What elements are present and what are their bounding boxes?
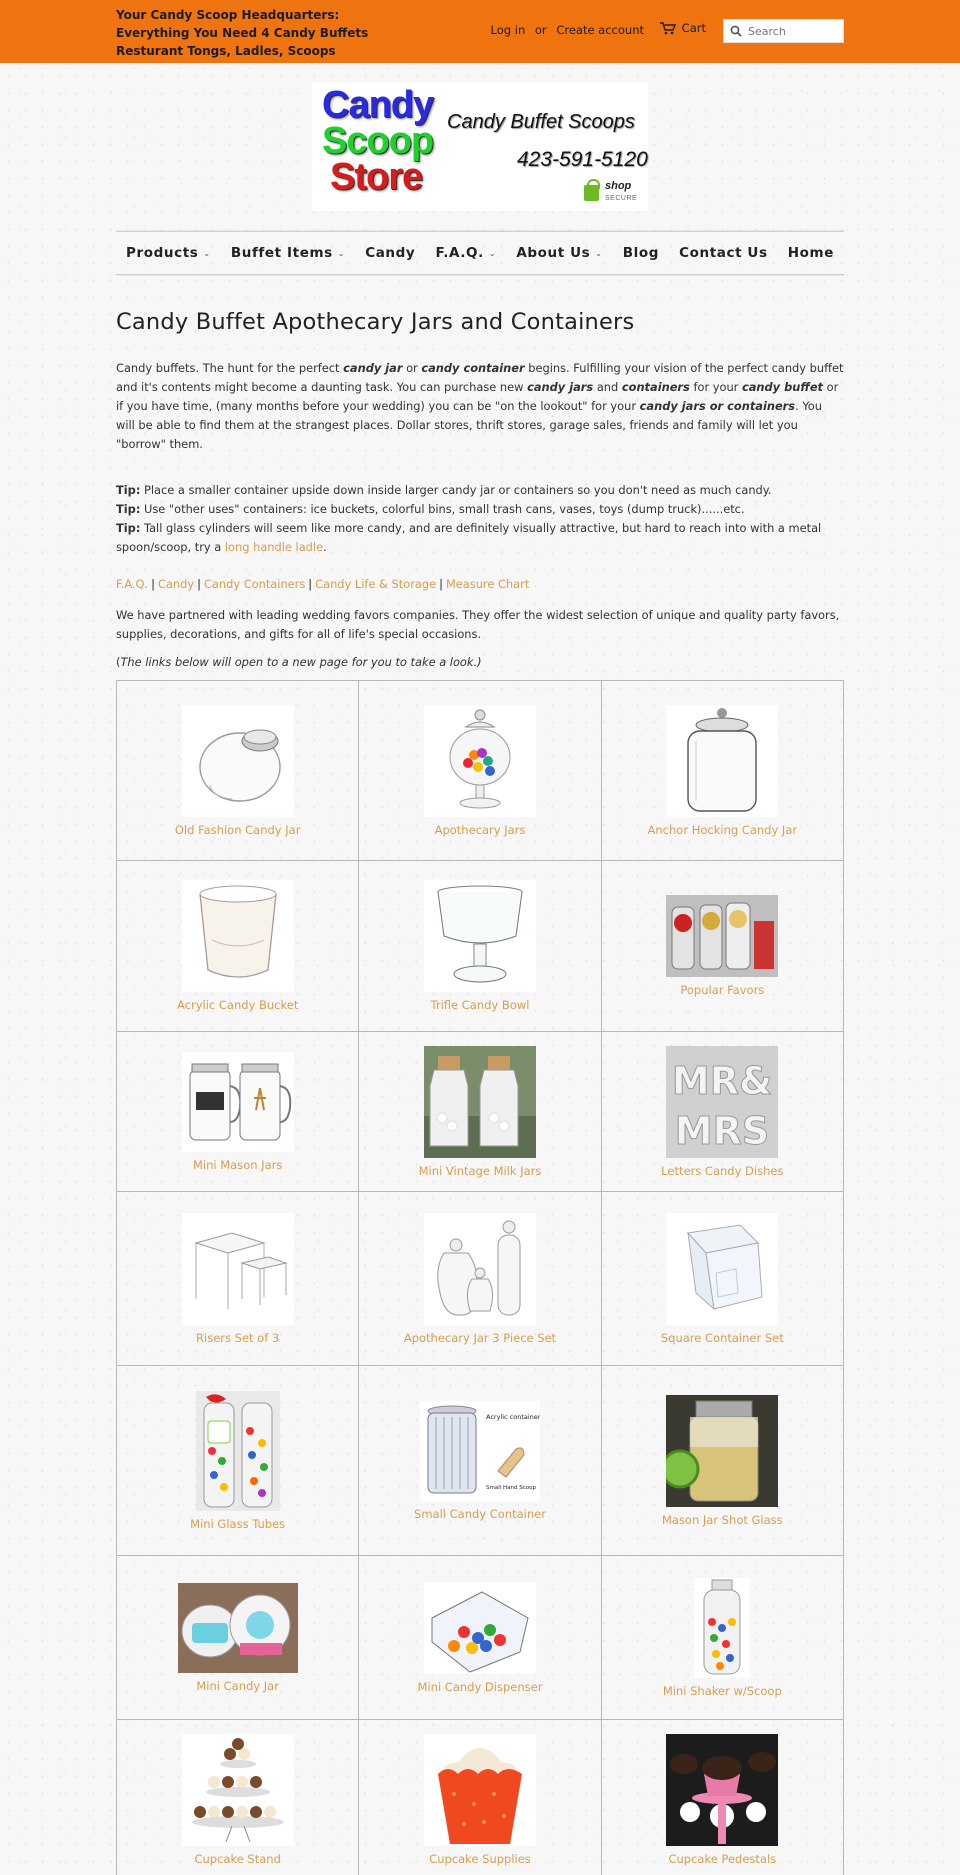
- link-candy-containers[interactable]: Candy Containers: [203, 577, 306, 591]
- product-link[interactable]: Old Fashion Candy Jar: [174, 822, 301, 837]
- nav-faq-label: F.A.Q.: [435, 245, 484, 261]
- intro-text: or: [402, 361, 422, 375]
- intro-text: begins. Fulfilling your vision of the perfect candy buffet and it's contents might become a daunting task. You can purchase new: [116, 361, 844, 394]
- nav-products-label: Products: [126, 245, 199, 261]
- tip-text: Tall glass cylinders will seem like more candy, and are definitely visually attractive, but hard to reach into with a metal spoon/scoop, try a: [116, 521, 822, 554]
- product-image-mini-dispenser[interactable]: [424, 1582, 536, 1674]
- product-image-mini-candy-jar[interactable]: [178, 1583, 298, 1673]
- product-link[interactable]: Mini Shaker w/Scoop: [662, 1683, 782, 1698]
- nav-blog[interactable]: [623, 245, 659, 261]
- link-candy-life-storage[interactable]: Candy Life & Storage: [315, 577, 437, 591]
- product-link[interactable]: Cupcake Stand: [194, 1851, 281, 1866]
- product-cell[interactable]: [359, 1556, 601, 1720]
- product-link[interactable]: Small Candy Container: [414, 1506, 546, 1521]
- product-cell[interactable]: [359, 1366, 601, 1556]
- tip-text: Use "other uses" containers: ice buckets, colorful bins, small trash cans, vases, toys (dump truck)......etc.: [140, 502, 745, 516]
- nav-home[interactable]: [788, 245, 834, 261]
- product-link[interactable]: Mini Mason Jars: [192, 1157, 283, 1172]
- product-image-letters-dishes[interactable]: [666, 1046, 778, 1158]
- product-link[interactable]: Anchor Hocking Candy Jar: [647, 822, 798, 837]
- product-image-mini-shaker[interactable]: [694, 1578, 750, 1678]
- link-separator: |: [197, 577, 201, 591]
- product-image-square-containers[interactable]: [666, 1213, 778, 1325]
- link-candy[interactable]: Candy: [157, 577, 195, 591]
- chevron-down-icon: ⌄: [595, 248, 603, 258]
- product-cell[interactable]: [359, 1720, 601, 1875]
- product-link[interactable]: Risers Set of 3: [196, 1330, 280, 1345]
- mrs-letters: MRS: [675, 1108, 770, 1153]
- product-image-cupcake-supplies[interactable]: [424, 1734, 536, 1846]
- link-faq[interactable]: F.A.Q.: [116, 577, 149, 591]
- tip-text: Place a smaller container upside down inside larger candy jar or containers so you don't need as much candy.: [140, 483, 772, 497]
- main-content: [116, 309, 844, 1875]
- tagline-line-2: Everything You Need 4 Candy Buffets: [116, 26, 369, 40]
- search-input[interactable]: [748, 25, 838, 38]
- product-image-apothecary-jar[interactable]: [424, 705, 536, 817]
- product-cell[interactable]: [602, 1366, 844, 1556]
- link-separator: |: [308, 577, 313, 591]
- product-cell[interactable]: [602, 1556, 844, 1720]
- nav-about-us-label: About Us: [516, 245, 591, 261]
- logo-word-candy: Candy: [322, 84, 434, 126]
- product-cell[interactable]: [602, 861, 844, 1032]
- product-grid: [116, 680, 844, 1875]
- intro-text: Candy buffets. The hunt for the perfect: [116, 361, 344, 375]
- partner-paragraph: We have partnered with leading wedding favors companies. They offer the widest selection of unique and quality party favors, supplies, decorations, and gifts for all of life's special occasions.: [116, 608, 840, 641]
- nav-buffet-items[interactable]: [231, 245, 345, 261]
- product-cell[interactable]: [602, 1720, 844, 1875]
- product-cell[interactable]: [602, 1032, 844, 1192]
- product-image-anchor-hocking-jar[interactable]: [666, 705, 778, 817]
- shop-secure-badge: [584, 181, 637, 204]
- product-cell[interactable]: [117, 681, 359, 861]
- product-image-cupcake-pedestals[interactable]: [666, 1734, 778, 1846]
- product-link[interactable]: Square Container Set: [660, 1330, 784, 1345]
- intro-emphasis: candy jars or containers: [639, 399, 796, 413]
- long-handle-ladle-link[interactable]: long handle ladle: [224, 540, 324, 554]
- product-link[interactable]: Acrylic Candy Bucket: [176, 998, 299, 1012]
- chevron-down-icon: ⌄: [337, 248, 346, 258]
- nav-contact-us-label: Contact Us: [679, 245, 768, 261]
- link-separator: |: [151, 577, 155, 591]
- search-box[interactable]: [723, 19, 844, 43]
- product-cell[interactable]: [359, 681, 601, 861]
- nav-contact-us[interactable]: [679, 245, 768, 261]
- tips-section: [116, 481, 844, 557]
- product-cell[interactable]: [602, 1192, 844, 1366]
- product-image-mason-shot-glass[interactable]: [666, 1395, 778, 1507]
- tagline-line-1: Your Candy Scoop Headquarters:: [116, 8, 340, 22]
- acrylic-container-text: Acrylic container: [485, 1412, 540, 1421]
- mr-letters: MR&: [672, 1058, 773, 1103]
- secure-text: SECURE: [605, 195, 638, 202]
- login-link[interactable]: Log in: [490, 23, 526, 37]
- main-nav: [116, 231, 844, 275]
- product-image-cupcake-stand[interactable]: [182, 1734, 294, 1846]
- product-image-popular-favors[interactable]: [666, 895, 778, 977]
- store-tagline: [116, 6, 368, 60]
- product-image-vintage-milk-jars[interactable]: [424, 1046, 536, 1158]
- intro-emphasis: candy jars: [527, 380, 594, 394]
- product-image-mini-mason-jars[interactable]: [182, 1052, 294, 1152]
- product-link[interactable]: Popular Favors: [680, 983, 765, 997]
- intro-emphasis: candy jar: [343, 361, 403, 375]
- product-link[interactable]: Mini Candy Dispenser: [417, 1679, 543, 1694]
- product-cell[interactable]: [359, 1192, 601, 1366]
- intro-text: . You will be able to find them at the strangest places. Dollar stores, thrift stores, garage sales, friends and family will let you "borrow" them.: [116, 399, 822, 451]
- product-link[interactable]: Apothecary Jar 3 Piece Set: [403, 1330, 557, 1345]
- product-link[interactable]: Letters Candy Dishes: [661, 1163, 784, 1178]
- product-cell[interactable]: [602, 681, 844, 861]
- tip-1: [116, 481, 844, 500]
- chevron-down-icon: ⌄: [488, 248, 497, 258]
- scoop-text: Small Hand Scoop: [485, 1484, 536, 1491]
- product-image-apothecary-set[interactable]: [424, 1213, 536, 1325]
- chevron-down-icon: ⌄: [203, 248, 211, 258]
- intro-text: or if you have time, (many months before your wedding) you can be "on the lookout" for your: [116, 380, 839, 413]
- top-bar: [0, 0, 960, 63]
- create-account-link[interactable]: Create account: [556, 23, 644, 37]
- link-separator: |: [439, 577, 443, 591]
- product-image-candy-jar[interactable]: [182, 705, 294, 817]
- store-logo[interactable]: [312, 83, 648, 211]
- link-measure-chart[interactable]: Measure Chart: [445, 577, 530, 591]
- nav-blog-label: Blog: [622, 245, 659, 261]
- product-link[interactable]: Cupcake Supplies: [429, 1851, 531, 1866]
- product-image-mini-glass-tubes[interactable]: [196, 1391, 280, 1511]
- tip-label: Tip:: [116, 521, 141, 535]
- tip-2: [116, 500, 844, 519]
- nav-home-label: Home: [787, 245, 834, 261]
- tagline-line-3: Resturant Tongs, Ladles, Scoops: [116, 44, 336, 58]
- logo-word-store: Store: [330, 156, 423, 198]
- tip-label: Tip:: [116, 483, 141, 497]
- product-link[interactable]: Mini Vintage Milk Jars: [418, 1163, 542, 1178]
- nav-candy-label: Candy: [365, 245, 416, 261]
- tip-label: Tip:: [116, 502, 141, 516]
- product-cell[interactable]: [117, 861, 359, 1032]
- tip-text: .: [323, 540, 327, 554]
- intro-emphasis: containers: [621, 380, 690, 394]
- product-link[interactable]: Mason Jar Shot Glass: [661, 1512, 783, 1527]
- logo-word-scoop: Scoop: [322, 120, 434, 162]
- lock-icon: [584, 185, 599, 201]
- product-image-acrylic-bucket[interactable]: [182, 880, 294, 992]
- intro-emphasis: candy container: [421, 361, 525, 375]
- nav-faq[interactable]: [435, 245, 496, 261]
- product-link[interactable]: Cupcake Pedestals: [668, 1851, 777, 1866]
- related-links: [116, 577, 844, 591]
- account-links: [491, 23, 644, 37]
- intro-text: for your: [689, 380, 742, 394]
- product-cell[interactable]: [117, 1192, 359, 1366]
- product-link[interactable]: Mini Glass Tubes: [190, 1516, 286, 1531]
- intro-text: and: [593, 380, 622, 394]
- search-icon[interactable]: [730, 25, 742, 37]
- product-cell[interactable]: [359, 861, 601, 1032]
- tip-3: [116, 519, 844, 557]
- intro-paragraph: [116, 359, 844, 454]
- logo-tagline: Candy Buffet Scoops: [447, 111, 635, 133]
- product-link[interactable]: Mini Candy Jar: [196, 1678, 279, 1693]
- product-link[interactable]: Apothecary Jars: [434, 822, 526, 837]
- cart-label: Cart: [681, 21, 706, 35]
- cart-icon: [660, 22, 676, 35]
- nav-candy[interactable]: [365, 245, 415, 261]
- nav-products[interactable]: [126, 245, 211, 261]
- product-image-trifle-bowl[interactable]: [424, 880, 536, 992]
- or-text: or: [534, 23, 547, 37]
- nav-about-us[interactable]: [516, 245, 602, 261]
- cart-link[interactable]: [660, 21, 706, 35]
- product-image-risers[interactable]: [182, 1213, 294, 1325]
- nav-buffet-items-label: Buffet Items: [230, 245, 333, 261]
- logo-phone: 423-591-5120: [517, 148, 648, 171]
- product-cell[interactable]: [117, 1720, 359, 1875]
- note-paren: (: [116, 655, 121, 669]
- note-text: The links below will open to a new page for you to take a look.): [120, 655, 482, 669]
- shop-text: shop: [605, 180, 632, 192]
- product-cell[interactable]: [359, 1032, 601, 1192]
- product-cell[interactable]: [117, 1556, 359, 1720]
- product-cell[interactable]: [117, 1366, 359, 1556]
- intro-emphasis: candy buffet: [741, 380, 823, 394]
- page-title: Candy Buffet Apothecary Jars and Containers: [116, 309, 635, 335]
- product-cell[interactable]: [117, 1032, 359, 1192]
- product-image-small-candy-container[interactable]: [420, 1401, 540, 1501]
- links-note: [116, 655, 844, 669]
- product-link[interactable]: Trifle Candy Bowl: [430, 998, 530, 1012]
